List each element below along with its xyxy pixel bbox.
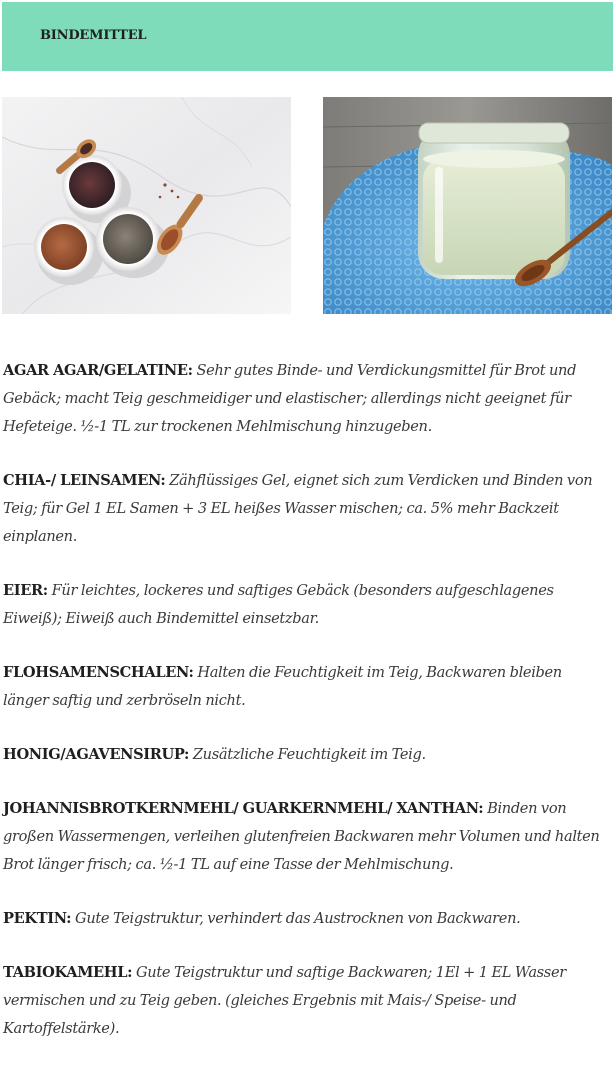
entry-description: Zusätzliche Feuchtigkeit im Teig. <box>192 746 426 763</box>
entry-term: JOHANNISBROTKERNMEHL/ GUARKERNMEHL/ XANTHAN: <box>3 800 484 817</box>
entry-description: Halten die Feuchtigkeit im Teig, Backwaren bleiben länger saftig und zerbröseln nicht. <box>3 664 562 709</box>
entry-description: Für leichtes, lockeres und saftiges Gebäck (besonders aufgeschlagenes Eiweiß); Eiweiß auch Bindemittel einsetzbar. <box>3 582 554 627</box>
entry-pektin <box>3 905 611 933</box>
entry-term: HONIG/AGAVENSIRUP: <box>3 746 190 763</box>
entry-description: Sehr gutes Binde- und Verdickungsmittel für Brot und Gebäck; macht Teig geschmeidiger und elastischer; allerdings nicht geeignet für Hefeteige. ½-1 TL zur trockenen Mehlmischung hinzugeben. <box>3 362 577 435</box>
gel-jar-photo <box>323 97 612 314</box>
entry-johannisbrotkernmehl <box>3 795 611 879</box>
entry-term: PEKTIN: <box>3 910 72 927</box>
entry-description: Gute Teigstruktur und saftige Backwaren; 1El + 1 EL Wasser vermischen und zu Teig geben. (gleiches Ergebnis mit Mais-/ Speise- und Kartoffelstärke). <box>3 964 566 1037</box>
entry-flohsamenschalen <box>3 659 611 715</box>
entry-description: Gute Teigstruktur, verhindert das Austrocknen von Backwaren. <box>75 910 521 927</box>
entry-description: Zähflüssiges Gel, eignet sich zum Verdicken und Binden von Teig; für Gel 1 EL Samen + 3 EL heißes Wasser mischen; ca. 5% mehr Backzeit einplanen. <box>3 472 593 545</box>
entry-term: AGAR AGAR/GELATINE: <box>3 362 193 379</box>
binder-list <box>3 357 611 1069</box>
entry-term: FLOHSAMENSCHALEN: <box>3 664 194 681</box>
entry-term: TABIOKAMEHL: <box>3 964 133 981</box>
entry-chia-leinsamen <box>3 467 611 551</box>
entry-term: EIER: <box>3 582 48 599</box>
entry-honig <box>3 741 611 769</box>
seeds-bowls-photo <box>2 97 291 314</box>
entry-description: Binden von großen Wassermengen, verleihen glutenfreien Backwaren mehr Volumen und halten Brot länger frisch; ca. ½-1 TL auf eine Tasse der Mehlmischung. <box>3 800 600 873</box>
entry-eier <box>3 577 611 633</box>
section-header <box>2 2 613 71</box>
section-title: BINDEMITTEL <box>40 28 147 43</box>
entry-agar-agar <box>3 357 611 441</box>
entry-tabiokamehl <box>3 959 611 1043</box>
entry-term: CHIA-/ LEINSAMEN: <box>3 472 166 489</box>
